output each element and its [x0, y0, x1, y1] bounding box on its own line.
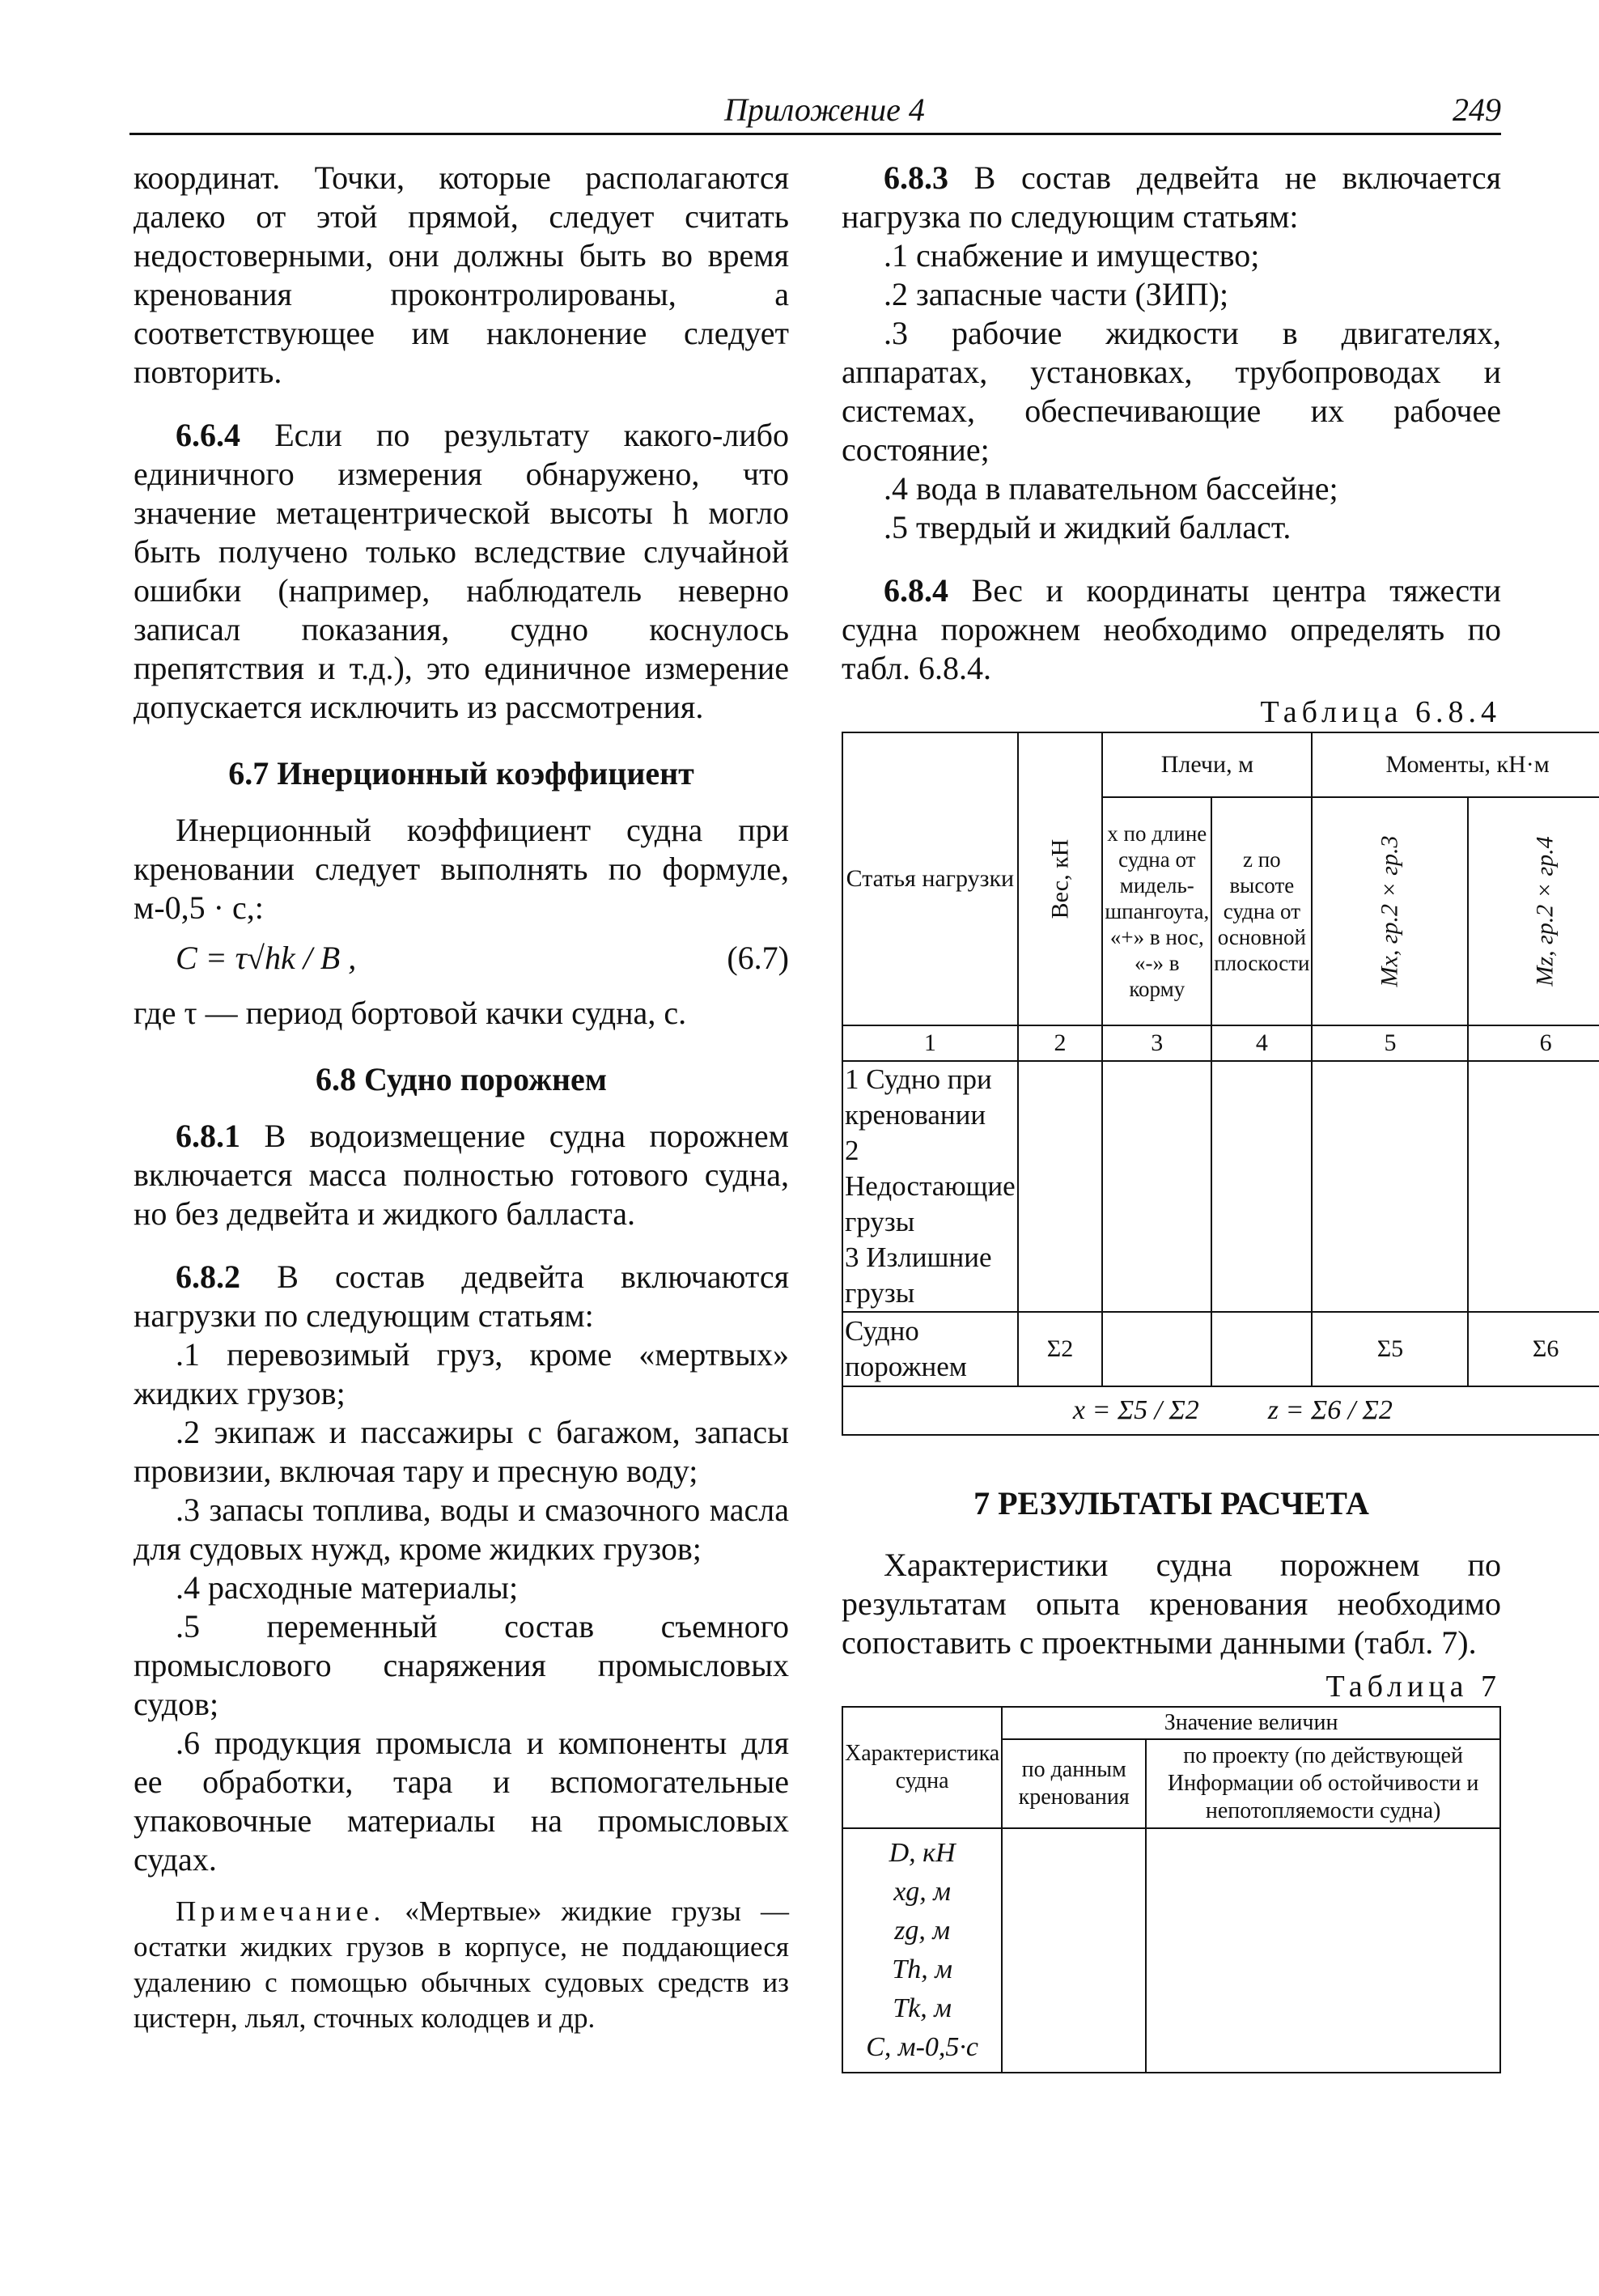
table-cell	[1018, 1061, 1103, 1312]
th-by-inclining: по данным кренования	[1002, 1739, 1146, 1828]
note-label: Примечание.	[176, 1895, 386, 1927]
paragraph-7: Характеристики судна порожнем по результатам опыта кренования необходимо сопоставить с проектными данными (табл. 7).	[842, 1547, 1501, 1661]
sum-mz: Σ6	[1468, 1312, 1599, 1386]
clause-text: Вес и координаты центра тяжести судна порожнем необходимо определять по табл. 6.8.4.	[842, 572, 1502, 686]
table-cell	[1102, 1312, 1211, 1386]
sum-mx: Σ5	[1312, 1312, 1468, 1386]
clause-text: В состав дедвейта включаются нагрузки по следующим статьям:	[134, 1258, 789, 1334]
formula-where: где τ — период бортовой качки судна, с.	[134, 995, 687, 1031]
page-header	[129, 91, 1501, 135]
table-row: 2 Недостающие грузы	[845, 1135, 1016, 1237]
list-item: .5 твердый и жидкий балласт.	[884, 509, 1292, 545]
table-cell	[1211, 1061, 1312, 1312]
formula-number: (6.7)	[727, 940, 789, 976]
list-6-8-3	[842, 236, 1501, 547]
note	[134, 1894, 789, 2036]
col-num: 5	[1312, 1025, 1468, 1061]
th-characteristic: Характеристика судна	[842, 1707, 1002, 1828]
th-z: z по высоте судна от основной плоскости	[1211, 797, 1312, 1025]
list-item: .3 запасы топлива, воды и смазочного масла для судовых нужд, кроме жидких грузов;	[134, 1492, 789, 1567]
running-title: Приложение 4	[724, 91, 925, 128]
table-row: 3 Излишние грузы	[845, 1241, 992, 1309]
clause-text: В водоизмещение судна порожнем включается масса полностью готового судна, но без дедвейта и жидкого балласта.	[134, 1118, 789, 1232]
list-item: .1 перевозимый груз, кроме «мертвых» жидких грузов;	[134, 1336, 789, 1411]
paragraph-6-8-4	[842, 571, 1501, 688]
paragraph-6-6-4	[134, 416, 789, 727]
table-row: Tk, м	[893, 1993, 952, 2023]
list-item: .6 продукция промысла и компоненты для ее обработки, тара и вспомогательные упаковочные материалы на промысловых судах.	[134, 1725, 789, 1878]
formula-6-7	[134, 936, 789, 989]
col-num: 4	[1211, 1025, 1312, 1061]
section-heading-7: 7 РЕЗУЛЬТАТЫ РАСЧЕТА	[973, 1485, 1369, 1521]
table-6-8-4	[842, 732, 1599, 1436]
th-mz: Mz, гр.2 × гр.4	[1468, 797, 1599, 1025]
clause-number: 6.6.4	[176, 417, 240, 453]
th-values: Значение величин	[1002, 1707, 1500, 1739]
list-6-8-2	[134, 1335, 789, 1879]
table-row-empty: Судно порожнем	[842, 1312, 1018, 1386]
note-text: «Мертвые» жидкие грузы — остатки жидких грузов в корпусе, не поддающиеся удалению с помощью обычных судовых средств из цистерн, льял, сточных колодцев и др.	[134, 1895, 789, 2034]
clause-number: 6.8.3	[884, 159, 948, 196]
clause-text: Если по результату какого-либо единичного измерения обнаружено, что значение метацентрической высоты h могло быть получено только вследствие случайной ошибки (например, наблюдатель неверно записал показания, судно коснулось препятствия и т.д.), это единичное измерение допускается исключить из рассмотрения.	[134, 417, 789, 725]
table-7	[842, 1706, 1501, 2073]
paragraph-6-8-2	[134, 1258, 789, 1335]
col-num: 1	[842, 1025, 1018, 1061]
clause-number: 6.8.4	[884, 572, 948, 609]
table-caption-7: Таблица 7	[1325, 1670, 1501, 1704]
table-row: C, м-0,5·с	[866, 2032, 978, 2062]
left-column	[134, 159, 789, 2036]
list-item: .4 расходные материалы;	[176, 1569, 519, 1606]
list-item: .5 переменный состав съемного промыслового снаряжения промысловых судов;	[134, 1608, 789, 1722]
right-column	[842, 159, 1559, 2073]
table-cell	[1002, 1828, 1146, 2073]
page-number: 249	[1453, 91, 1501, 128]
th-mx: Mx, гр.2 × гр.3	[1312, 797, 1468, 1025]
list-item: .4 вода в плавательном бассейне;	[884, 470, 1338, 507]
table-cell	[1102, 1061, 1211, 1312]
table-footer-formula: x = Σ5 / Σ2 z = Σ6 / Σ2	[842, 1386, 1599, 1435]
th-article: Статья нагрузки	[842, 732, 1018, 1025]
sum-weight: Σ2	[1018, 1312, 1103, 1386]
table-caption-6-8-4: Таблица 6.8.4	[1260, 695, 1501, 729]
clause-number: 6.8.1	[176, 1118, 240, 1154]
table-cell	[1146, 1828, 1500, 2073]
section-heading-6-7: 6.7 Инерционный коэффициент	[228, 755, 694, 792]
table-cell	[1211, 1312, 1312, 1386]
paragraph-6-8-3	[842, 159, 1501, 236]
col-num: 2	[1018, 1025, 1103, 1061]
paragraph-6-7: Инерционный коэффициент судна при креновании следует выполнять по формуле, м-0,5 · с,:	[134, 812, 789, 926]
th-weight: Вес, кН	[1018, 732, 1103, 1025]
table-row: D, кН	[889, 1838, 956, 1868]
formula-expression: C = τ√hk / B ,	[176, 940, 357, 976]
col-num: 3	[1102, 1025, 1211, 1061]
paragraph-continuation: координат. Точки, которые располагаются далеко от этой прямой, следует считать недостоверными, они должны быть во время кренования проконтролированы, а соответствующее им наклонение следует повторить.	[134, 159, 789, 390]
table-row: 1 Судно при креновании	[845, 1063, 992, 1131]
table-row-labels	[842, 1061, 1018, 1312]
table-cell	[1468, 1061, 1599, 1312]
table-row: Th, м	[892, 1954, 952, 1984]
clause-number: 6.8.2	[176, 1258, 240, 1295]
list-item: .2 экипаж и пассажиры с багажом, запасы провизии, включая тару и пресную воду;	[134, 1414, 789, 1489]
th-by-project: по проекту (по действующей Информации об остойчивости и непотопляемости судна)	[1146, 1739, 1500, 1828]
th-arms: Плечи, м	[1102, 732, 1312, 797]
clause-text: В состав дедвейта не включается нагрузка по следующим статьям:	[842, 159, 1501, 235]
table-row: xg, м	[893, 1877, 951, 1907]
col-num: 6	[1468, 1025, 1599, 1061]
th-moments: Моменты, кН·м	[1312, 732, 1599, 797]
table-row: zg, м	[894, 1916, 951, 1946]
list-item: .1 снабжение и имущество;	[884, 237, 1260, 274]
th-x: x по длине судна от мидель-шпангоута, «+» в нос, «-» в корму	[1102, 797, 1211, 1025]
paragraph-6-8-1	[134, 1117, 789, 1233]
table-row-labels	[842, 1828, 1002, 2073]
table-cell	[1312, 1061, 1468, 1312]
section-heading-6-8: 6.8 Судно порожнем	[316, 1061, 607, 1097]
list-item: .2 запасные части (ЗИП);	[884, 276, 1229, 312]
list-item: .3 рабочие жидкости в двигателях, аппаратах, установках, трубопроводах и системах, обеспечивающие их рабочее состояние;	[842, 315, 1501, 468]
